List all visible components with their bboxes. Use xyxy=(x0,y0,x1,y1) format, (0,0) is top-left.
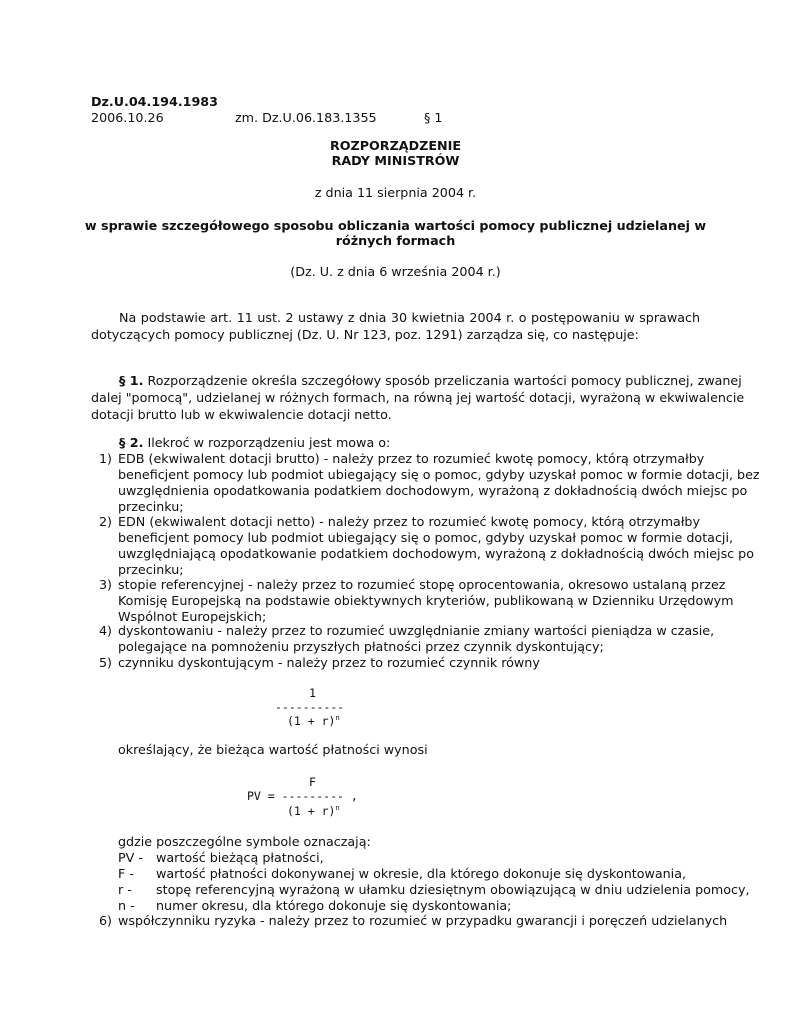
paragraph-1-line: dalej "pomocą", udzielanej w różnych formach, na równą jej wartość dotacji, wyrażoną w ekwiwalencie xyxy=(91,390,745,405)
preamble xyxy=(91,310,700,344)
paragraph-1-text: Rozporządzenie określa szczegółowy sposób przeliczania wartości pomocy publicznej, zwanej xyxy=(147,373,742,388)
list-item xyxy=(118,623,715,655)
list-item-number: 2) xyxy=(98,514,112,529)
formula-1-fraction-bar: ---------- xyxy=(275,700,345,714)
list-item: czynniku dyskontującym - należy przez to rozumieć czynnik równy xyxy=(118,655,540,670)
formula-1-exponent: n xyxy=(335,714,340,722)
paragraph-2-mark: § 2. xyxy=(119,435,144,450)
title-line-2: RADY MINISTRÓW xyxy=(331,153,460,168)
list-item-line: beneficjent pomocy lub podmiot ubiegający się o pomoc, gdyby uzyskał pomoc w formie dotacji, xyxy=(118,530,733,545)
list-item-line: beneficjent pomocy lub podmiot ubiegający się o pomoc, gdyby uzyskał pomoc w formie dotacji, bez xyxy=(118,467,760,482)
list-item-line: przecinku; xyxy=(118,562,184,577)
subject-line-1: w sprawie szczegółowego sposobu obliczania wartości pomocy publicznej udzielanej w xyxy=(84,218,707,233)
list-item-number: 4) xyxy=(98,623,112,638)
symbol-description: stopę referencyjną wyrażoną w ułamku dziesiętnym obowiązującą w dniu udzielenia pomocy, xyxy=(156,882,750,897)
list-item-number: 1) xyxy=(98,451,112,466)
list-item-line: EDB (ekwiwalent dotacji brutto) - należy przez to rozumieć kwotę pomocy, którą otrzymałby xyxy=(118,451,705,466)
list-item-line: współczynniku ryzyka - należy przez to rozumieć w przypadku gwarancji i poręczeń udzielanych xyxy=(118,913,728,928)
list-item-number: 6) xyxy=(98,913,112,928)
paragraph-1 xyxy=(91,373,745,424)
formula-2-lhs: PV = --------- , xyxy=(247,789,358,803)
list-item-line: EDN (ekwiwalent dotacji netto) - należy przez to rozumieć kwotę pomocy, którą otrzymałby xyxy=(118,514,700,529)
document-reference: Dz.U.04.194.1983 xyxy=(91,94,218,109)
formula-2-denominator xyxy=(287,803,340,819)
title-line-1: ROZPORZĄDZENIE xyxy=(329,138,462,153)
amendment-reference: zm. Dz.U.06.183.1355 xyxy=(235,110,377,125)
list-item-line: przecinku; xyxy=(118,499,184,514)
list-item xyxy=(118,451,760,515)
symbol-label: r - xyxy=(118,882,132,897)
document-date: 2006.10.26 xyxy=(91,110,164,125)
list-item-line: uwzględniającą opodatkowanie podatkiem dochodowym, wyrażoną z dokładnością dwóch miejsc po xyxy=(118,546,754,561)
paragraph-1-line xyxy=(91,373,742,390)
list-item xyxy=(118,514,754,578)
formula-2-exponent: n xyxy=(335,804,340,812)
preamble-line: dotyczących pomocy publicznej (Dz. U. Nr 123, poz. 1291) zarządza się, co następuje: xyxy=(91,327,639,342)
list-item xyxy=(118,913,728,929)
formula-intro: określający, że bieżąca wartość płatności wynosi xyxy=(118,742,428,757)
paragraph-2-intro xyxy=(119,435,390,451)
symbols-intro: gdzie poszczególne symbole oznaczają: xyxy=(118,834,371,849)
publication-info: (Dz. U. z dnia 6 września 2004 r.) xyxy=(290,264,501,279)
list-item-line: polegające na pomnożeniu przyszłych płatności przez czynnik dyskontujący; xyxy=(118,639,604,654)
symbol-label: PV - xyxy=(118,850,143,865)
list-item-line: uwzględnienia opodatkowania podatkiem dochodowym, wyrażoną z dokładnością dwóch miejsc po xyxy=(118,483,748,498)
list-item-line: stopie referencyjnej - należy przez to rozumieć stopę oprocentowania, okresowo ustalaną przez xyxy=(118,577,726,592)
list-item-number: 3) xyxy=(98,577,112,592)
list-item-line: Wspólnot Europejskich; xyxy=(118,609,267,624)
symbol-description: numer okresu, dla którego dokonuje się dyskontowania; xyxy=(156,898,512,913)
list-item-line: Komisję Europejską na podstawie obiektywnych kryteriów, publikowaną w Dzienniku Urzędowym xyxy=(118,593,734,608)
formula-1-denominator xyxy=(287,713,340,729)
paragraph-1-mark: § 1. xyxy=(119,373,144,388)
formula-1-numerator: 1 xyxy=(309,686,316,700)
symbol-description: wartość płatności dokonywanej w okresie, dla którego dokonuje się dyskontowania, xyxy=(156,866,687,881)
formula-2-denominator-base: (1 + r) xyxy=(287,804,336,818)
list-item-line: dyskontowaniu - należy przez to rozumieć uwzględnianie zmiany wartości pieniądza w czasie, xyxy=(118,623,715,638)
preamble-line: Na podstawie art. 11 ust. 2 ustawy z dnia 30 kwietnia 2004 r. o postępowaniu w sprawach xyxy=(119,310,700,325)
paragraph-2-intro-text: Ilekroć w rozporządzeniu jest mowa o: xyxy=(147,435,391,450)
symbol-description: wartość bieżącą płatności, xyxy=(156,850,324,865)
regulation-date: z dnia 11 sierpnia 2004 r. xyxy=(314,185,477,200)
formula-2-numerator: F xyxy=(309,775,316,789)
symbol-label: F - xyxy=(118,866,134,881)
list-item xyxy=(118,577,734,625)
subject-line-2: różnych formach xyxy=(335,233,456,248)
formula-1-denominator-base: (1 + r) xyxy=(287,714,336,728)
paragraph-1-line: dotacji brutto lub w ekwiwalencie dotacji netto. xyxy=(91,407,392,422)
section-marker: § 1 xyxy=(424,110,443,125)
symbol-label: n - xyxy=(118,898,135,913)
list-item-number: 5) xyxy=(98,655,112,670)
